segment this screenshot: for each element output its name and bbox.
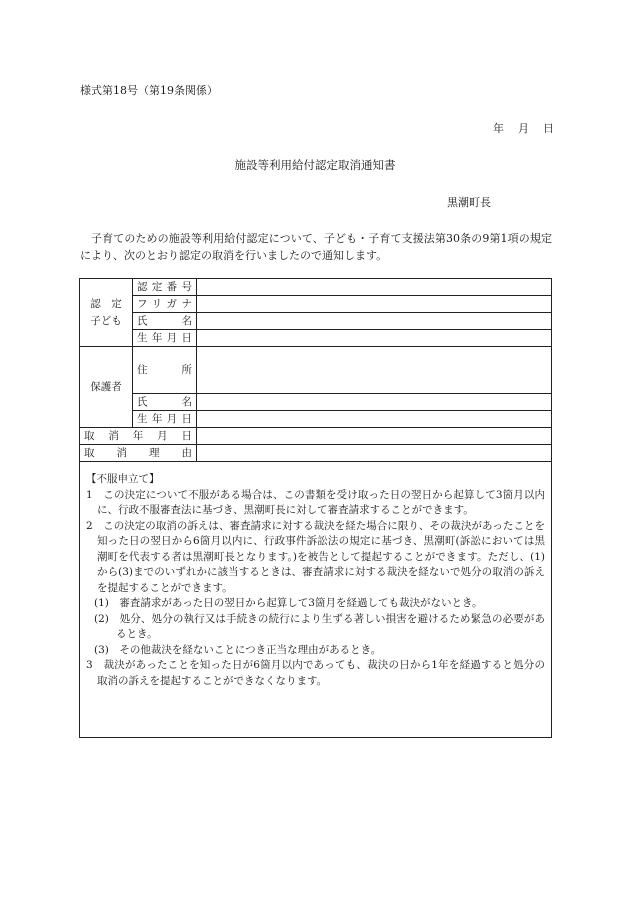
date-line [493, 120, 554, 136]
cancel-reason-label: 取 消 理 由 [80, 445, 197, 462]
appeal-notice-box [79, 460, 552, 738]
furigana-label: フリガナ [133, 296, 197, 313]
guardian-birthdate-value[interactable] [197, 411, 552, 428]
certification-table [79, 278, 552, 462]
child-name-value[interactable] [197, 313, 552, 330]
appeal-item-2: 2 この決定の取消の訴えは、審査請求に対する裁決を経た場合に限り、その裁決があったことを知った日の翌日から6箇月以内に、行政事件訴訟法の規定に基づき、黒潮町(訴訟においては黒潮町を代表する者は黒潮町長となります。)を被告として提起することができます。ただし、(1)から(3)までのいずれかに該当するときは、審査請求に対する裁決を経ないで処分の取消の訴えを提起することができます。 [86, 519, 545, 594]
notice-body: 子育てのための施設等利用給付認定について、子ども・子育て支援法第30条の9第1項の規定により、次のとおり認定の取消を行いましたので通知します。 [80, 232, 552, 262]
guardian-name-label: 氏 名 [133, 394, 197, 411]
guardian-name-value[interactable] [197, 394, 552, 411]
guardian-address-value[interactable] [197, 347, 552, 394]
form-number: 様式第18号（第19条関係） [80, 84, 218, 97]
appeal-heading: 【不服申立て】 [86, 473, 160, 485]
furigana-value[interactable] [197, 296, 552, 313]
guardian-group-label: 保護者 [80, 347, 133, 428]
cert-number-label: 認定番号 [133, 279, 197, 296]
child-group-label: 認 定 子ども [80, 279, 133, 347]
appeal-subitem-2: (2) 処分、処分の執行又は手続きの続行により生ずる著しい損害を避けるため緊急の必要があるとき。 [94, 612, 545, 640]
appeal-subitem-3: (3) その他裁決を経ないことにつき正当な理由があるとき。 [94, 643, 382, 656]
appeal-item-3: 3 裁決があったことを知った日が6箇月以内であっても、裁決の日から1年を経過すると処分の取消の訴えを提起することができなくなります。 [86, 659, 545, 687]
cancel-date-value[interactable] [197, 428, 552, 445]
child-birthdate-value[interactable] [197, 330, 552, 347]
cert-number-value[interactable] [197, 279, 552, 296]
guardian-birthdate-label: 生年月日 [133, 411, 197, 428]
appeal-item-1: 1 この決定について不服がある場合は、この書類を受け取った日の翌日から起算して3箇月以内に、行政不服審査法に基づき、黒潮町長に対して審査請求することができます。 [86, 488, 545, 516]
child-name-label: 氏 名 [133, 313, 197, 330]
document-title: 施設等利用給付認定取消通知書 [234, 158, 396, 172]
issuer-name: 黒潮町長 [447, 196, 491, 209]
date-year: 年 [493, 122, 504, 135]
date-month: 月 [518, 122, 529, 135]
appeal-subitem-1: (1) 審査請求があった日の翌日から起算して3箇月を経過しても裁決がないとき。 [94, 597, 483, 609]
guardian-address-label: 住 所 [133, 347, 197, 394]
date-day: 日 [543, 122, 554, 135]
cancel-reason-value[interactable] [197, 445, 552, 462]
child-birthdate-label: 生年月日 [133, 330, 197, 347]
cancel-date-label: 取 消 年 月 日 [80, 428, 197, 445]
